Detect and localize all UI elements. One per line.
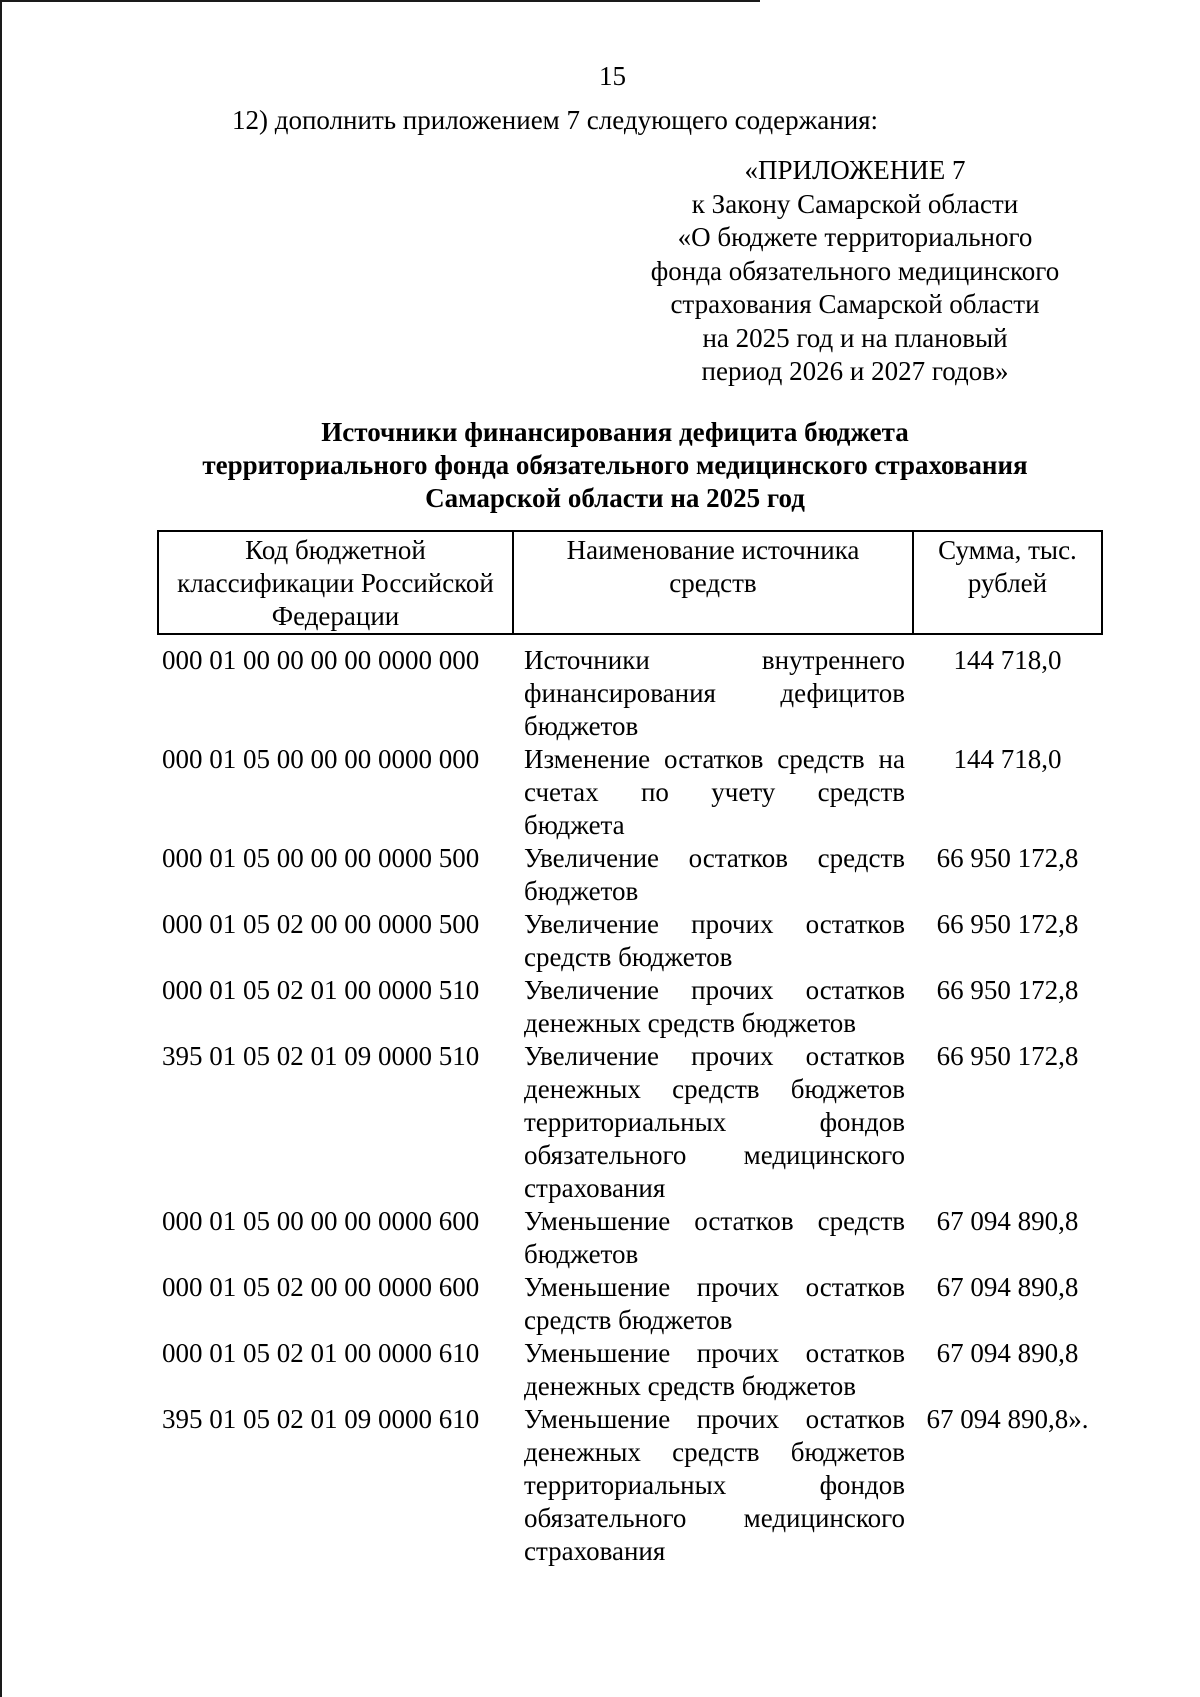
row-code: 000 01 05 02 00 00 0000 500 bbox=[162, 909, 480, 939]
table-row bbox=[158, 1337, 1102, 1403]
sources-table bbox=[157, 530, 1103, 1568]
row-amount: 67 094 890,8». bbox=[926, 1404, 1089, 1434]
appendix-line: «О бюджете территориального bbox=[677, 222, 1033, 252]
header-code: Код бюджетной классификации Российской Федерации bbox=[158, 531, 513, 634]
table-row bbox=[158, 1040, 1102, 1205]
row-amount: 144 718,0 bbox=[953, 744, 1062, 774]
row-amount: 66 950 172,8 bbox=[936, 975, 1079, 1005]
row-amount: 67 094 890,8 bbox=[936, 1338, 1079, 1368]
row-name: Увеличение прочих остатков денежных средств бюджетов bbox=[524, 975, 905, 1038]
row-amount: 67 094 890,8 bbox=[936, 1206, 1079, 1236]
row-amount: 67 094 890,8 bbox=[936, 1272, 1079, 1302]
row-name: Увеличение прочих остатков средств бюджетов bbox=[524, 909, 905, 972]
row-code: 000 01 00 00 00 00 0000 000 bbox=[162, 645, 480, 675]
row-code: 000 01 05 00 00 00 0000 600 bbox=[162, 1206, 480, 1236]
row-name: Уменьшение прочих остатков денежных средств бюджетов bbox=[524, 1338, 905, 1401]
row-amount: 66 950 172,8 bbox=[936, 909, 1079, 939]
row-code: 000 01 05 02 01 00 0000 510 bbox=[162, 975, 480, 1005]
row-name: Источники внутреннего финансирования дефицитов бюджетов bbox=[524, 645, 905, 741]
appendix-line: на 2025 год и на плановый bbox=[702, 322, 1008, 353]
table-row bbox=[158, 974, 1102, 1040]
table-row bbox=[158, 743, 1102, 842]
row-name: Уменьшение прочих остатков средств бюджетов bbox=[524, 1272, 905, 1335]
amendment-intro: 12) дополнить приложением 7 следующего содержания: bbox=[232, 105, 879, 135]
appendix-header bbox=[640, 154, 1070, 389]
scan-edge-top bbox=[0, 0, 760, 2]
table-row bbox=[158, 842, 1102, 908]
appendix-line: к Закону Самарской области bbox=[691, 188, 1019, 219]
appendix-line: период 2026 и 2027 годов» bbox=[701, 356, 1009, 386]
appendix-line: фонда обязательного медицинского bbox=[650, 255, 1060, 286]
document-title bbox=[150, 416, 1080, 515]
appendix-line: страхования Самарской области bbox=[670, 289, 1040, 319]
row-code: 000 01 05 02 00 00 0000 600 bbox=[162, 1272, 480, 1302]
scan-edge-left bbox=[0, 0, 2, 1697]
header-amount: Сумма, тыс. рублей bbox=[913, 531, 1102, 634]
header-name: Наименование источника средств bbox=[513, 531, 913, 634]
title-line: Источники финансирования дефицита бюджета bbox=[321, 417, 909, 447]
table-row bbox=[158, 634, 1102, 743]
table-row bbox=[158, 908, 1102, 974]
appendix-line: «ПРИЛОЖЕНИЕ 7 bbox=[744, 155, 966, 185]
page-number: 15 bbox=[599, 61, 626, 91]
title-line: территориального фонда обязательного медицинского страхования bbox=[202, 450, 1028, 480]
table-header-row bbox=[158, 531, 1102, 634]
row-code: 000 01 05 00 00 00 0000 000 bbox=[162, 744, 480, 774]
row-name: Уменьшение остатков средств бюджетов bbox=[524, 1206, 905, 1269]
table-row bbox=[158, 1205, 1102, 1271]
row-amount: 66 950 172,8 bbox=[936, 843, 1079, 873]
title-line: Самарской области на 2025 год bbox=[425, 483, 805, 513]
table-row bbox=[158, 1403, 1102, 1568]
row-code: 395 01 05 02 01 09 0000 610 bbox=[162, 1404, 480, 1434]
row-amount: 66 950 172,8 bbox=[936, 1041, 1079, 1071]
row-name: Увеличение прочих остатков денежных средств бюджетов территориальных фондов обязательного медицинского страхования bbox=[524, 1041, 905, 1203]
row-amount: 144 718,0 bbox=[953, 645, 1062, 675]
row-name: Изменение остатков средств на счетах по учету средств бюджета bbox=[524, 744, 905, 840]
row-code: 000 01 05 00 00 00 0000 500 bbox=[162, 843, 480, 873]
row-name: Увеличение остатков средств бюджетов bbox=[524, 843, 905, 906]
row-name: Уменьшение прочих остатков денежных средств бюджетов территориальных фондов обязательного медицинского страхования bbox=[524, 1404, 905, 1566]
row-code: 395 01 05 02 01 09 0000 510 bbox=[162, 1041, 480, 1071]
row-code: 000 01 05 02 01 00 0000 610 bbox=[162, 1338, 480, 1368]
table-row bbox=[158, 1271, 1102, 1337]
